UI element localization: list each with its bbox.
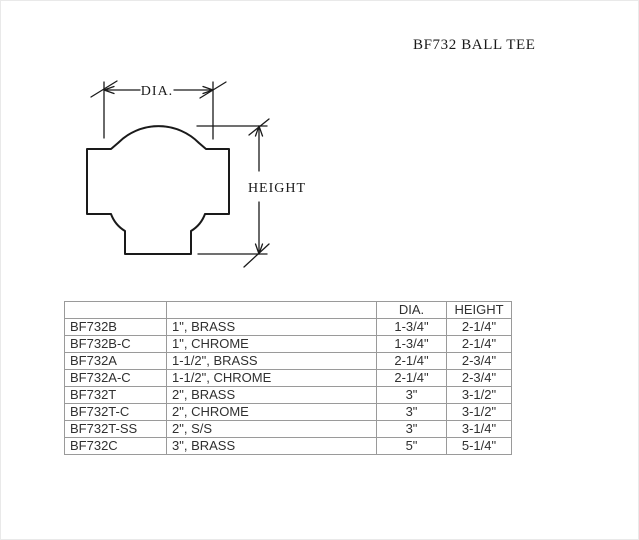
- table-cell: 1", CHROME: [167, 336, 377, 353]
- table-cell: 5": [377, 438, 447, 455]
- table-cell: BF732B-C: [65, 336, 167, 353]
- table-cell: 2-3/4": [447, 353, 512, 370]
- table-row: [65, 336, 512, 353]
- table-cell: 2-1/4": [377, 353, 447, 370]
- header-description: [167, 302, 377, 319]
- table-cell: 3", BRASS: [167, 438, 377, 455]
- table-cell: 2-1/4": [377, 370, 447, 387]
- table-cell: 3": [377, 421, 447, 438]
- page-title: BF732 BALL TEE: [413, 37, 536, 53]
- ball-tee-outline: [87, 126, 229, 254]
- table-cell: BF732T-C: [65, 404, 167, 421]
- table-cell: 1", BRASS: [167, 319, 377, 336]
- table-cell: 1-1/2", CHROME: [167, 370, 377, 387]
- header-part-number: [65, 302, 167, 319]
- table-cell: 2-3/4": [447, 370, 512, 387]
- table-cell: 2", BRASS: [167, 387, 377, 404]
- dia-dimension: [91, 81, 226, 139]
- table-cell: 3-1/2": [447, 404, 512, 421]
- table-cell: 3": [377, 404, 447, 421]
- table-row: [65, 353, 512, 370]
- table-cell: 1-3/4": [377, 319, 447, 336]
- spec-table: [64, 301, 512, 455]
- table-cell: 1-3/4": [377, 336, 447, 353]
- table-row: [65, 387, 512, 404]
- height-dimension: [197, 119, 306, 267]
- header-height: HEIGHT: [447, 302, 512, 319]
- table-cell: BF732A: [65, 353, 167, 370]
- table-cell: 3-1/4": [447, 421, 512, 438]
- dia-label: DIA.: [140, 84, 174, 99]
- ball-tee-technical-drawing: [1, 1, 639, 540]
- table-cell: BF732B: [65, 319, 167, 336]
- header-dia: DIA.: [377, 302, 447, 319]
- table-row: [65, 438, 512, 455]
- table-cell: 2", S/S: [167, 421, 377, 438]
- table-cell: 5-1/4": [447, 438, 512, 455]
- table-cell: 3-1/2": [447, 387, 512, 404]
- table-cell: 1-1/2", BRASS: [167, 353, 377, 370]
- spec-table-header-row: [65, 302, 512, 319]
- table-cell: BF732C: [65, 438, 167, 455]
- table-cell: BF732A-C: [65, 370, 167, 387]
- table-cell: 2", CHROME: [167, 404, 377, 421]
- height-label: HEIGHT: [247, 181, 307, 196]
- table-cell: BF732T-SS: [65, 421, 167, 438]
- spec-table-body: [65, 319, 512, 455]
- table-row: [65, 319, 512, 336]
- table-cell: BF732T: [65, 387, 167, 404]
- table-row: [65, 421, 512, 438]
- table-row: [65, 370, 512, 387]
- table-row: [65, 404, 512, 421]
- table-cell: 2-1/4": [447, 336, 512, 353]
- table-cell: 3": [377, 387, 447, 404]
- table-cell: 2-1/4": [447, 319, 512, 336]
